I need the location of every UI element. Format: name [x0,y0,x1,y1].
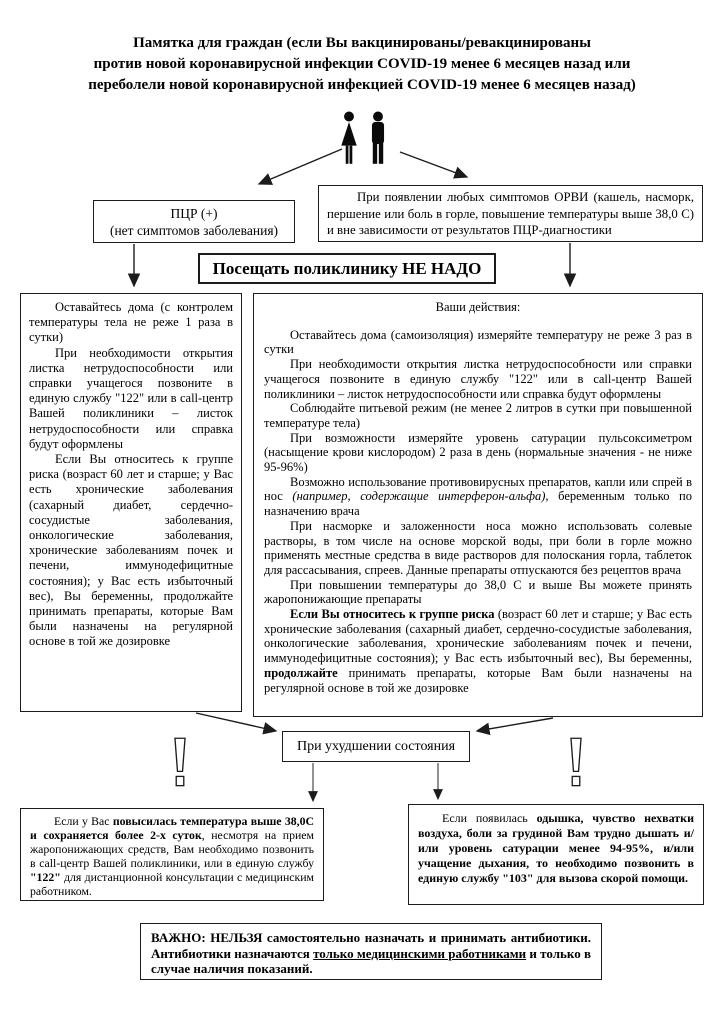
title-line-3: переболели новой коронавирусной инфекцией COVID-19 менее 6 месяцев назад) [88,77,636,93]
title-line-2: против новой коронавирусной инфекции COVID-19 менее 6 месяцев назад или [93,56,631,72]
woman-icon [338,111,360,166]
important-antibiotics-box: ВАЖНО: НЕЛЬЗЯ самостоятельно назначать и принимать антибиотики. Антибиотики назначаются только медицинскими работниками и только в случае наличия показаний. [140,923,602,980]
arrow-to-symptoms-box [400,152,467,177]
paragraph: Если Вы относитесь к группе риска (возраст 60 лет и старше; у Вас есть хронические заболевания (сахарный диабет, сердечно-сосудистые заболевания, онкологические заболевания, хронические заболеваниям почек и печени, иммунодефицитные состояния); у Вас есть избыточный вес), Вы беременны, продолжайте принимать препараты, которые Вам были назначены на регулярной основе в той же дозировке [29,452,233,649]
your-actions-box [253,293,703,717]
dyspnea-call-103-box: Если появилась одышка, чувство нехватки воздуха, боли за грудиной Вам трудно дышать и/или уровень сатурации менее 94-95%, и/или учащение дыхания, то необходимо позвонить в единую службу "103" для вызова скорой помощи. [408,804,704,905]
exclamation-icon-left [170,737,190,789]
pcr-box-line-2: (нет симптомов заболевания) [109,222,279,238]
paragraph: При повышении температуры до 38,0 С и выше Вы можете принять жаропонижающие препараты [264,577,692,607]
stay-home-box [20,293,242,712]
pcr-box [93,200,295,243]
paragraph: При возможности измеряйте уровень сатурации пульсоксиметром (насыщение крови кислородом) 2 раза в день (нормальные значения - не ниже 95-96%) [264,430,692,475]
paragraph: Соблюдайте питьевой режим (не менее 2 литров в сутки при повышенной температуре тела) [264,401,692,430]
paragraph: Возможно использование противовирусных препаратов, капли или спрей в нос (например, содержащие интерферон-альфа), беременным только по назначению врача [264,474,692,519]
people-pictogram [338,111,389,166]
paragraph: Если Вы относитесь к группе риска (возраст 60 лет и старше; у Вас есть хронические заболевания (сахарный диабет, сердечно-сосудистые заболевания, онкологические заболевания, хронические заболеваниям почек и печени, иммунодефицитные состояния); у Вас есть избыточный вес), Вы беременны, продолжайте принимать препараты, которые Вам были назначены на регулярной основе в той же дозировке [264,607,692,695]
paragraph: При необходимости открытия листка нетрудоспособности или справки учащегося позвоните в единую службу "122" или в call-центр Вашей поликлиники – листок нетрудоспособности или справка будут оформлены [29,345,233,451]
symptoms-box: При появлении любых симптомов ОРВИ (кашель, насморк, першение или боль в горле, повышение температуры выше 38,0 С) и вне зависимости от результатов ПЦР-диагностики [318,185,703,242]
paragraph: Оставайтесь дома (с контролем температуры тела не реже 1 раза в сутки) [29,300,233,345]
your-actions-heading: Ваши действия: [435,300,521,314]
man-icon [367,111,389,166]
exclamation-icon-right [566,737,586,789]
title-line-1: Памятка для граждан (если Вы вакцинированы/ревакцинированы [133,35,591,51]
paragraph: При необходимости открытия листка нетрудоспособности или справки учащегося позвоните в единую службу "122" или в call-центр Вашей поликлиники – листок нетрудоспособности или справка будут оформлены [264,357,692,401]
paragraph: Оставайтесь дома (самоизоляция) измеряйте температуру не реже 3 раз в сутки [264,327,692,357]
no-clinic-banner: Посещать поликлинику НЕ НАДО [198,253,496,284]
paragraph: При насморке и заложенности носа можно использовать солевые растворы, в том числе на основе морской воды, при боли в горле можно применять местные средства в виде растворов для полоскания горла, таблеток для рассасывания, спреев. Данные препараты отпускаются без рецептов врача [264,518,692,577]
fever-call-122-box: Если у Вас повысилась температура выше 38,0С и сохраняется более 2-х суток, несмотря на прием жаропонижающих средств, Вам необходимо позвонить в call-центр Вашей поликлиники, или в единую службу "122" для дистанционной консультации с медицинским работником. [20,808,324,901]
worsening-box: При ухудшении состояния [282,731,470,762]
pcr-box-line-1: ПЦР (+) [170,205,218,221]
page-title [40,33,684,96]
arrow-to-pcr-box [259,149,342,184]
arrow-right-to-worsening [477,718,553,731]
